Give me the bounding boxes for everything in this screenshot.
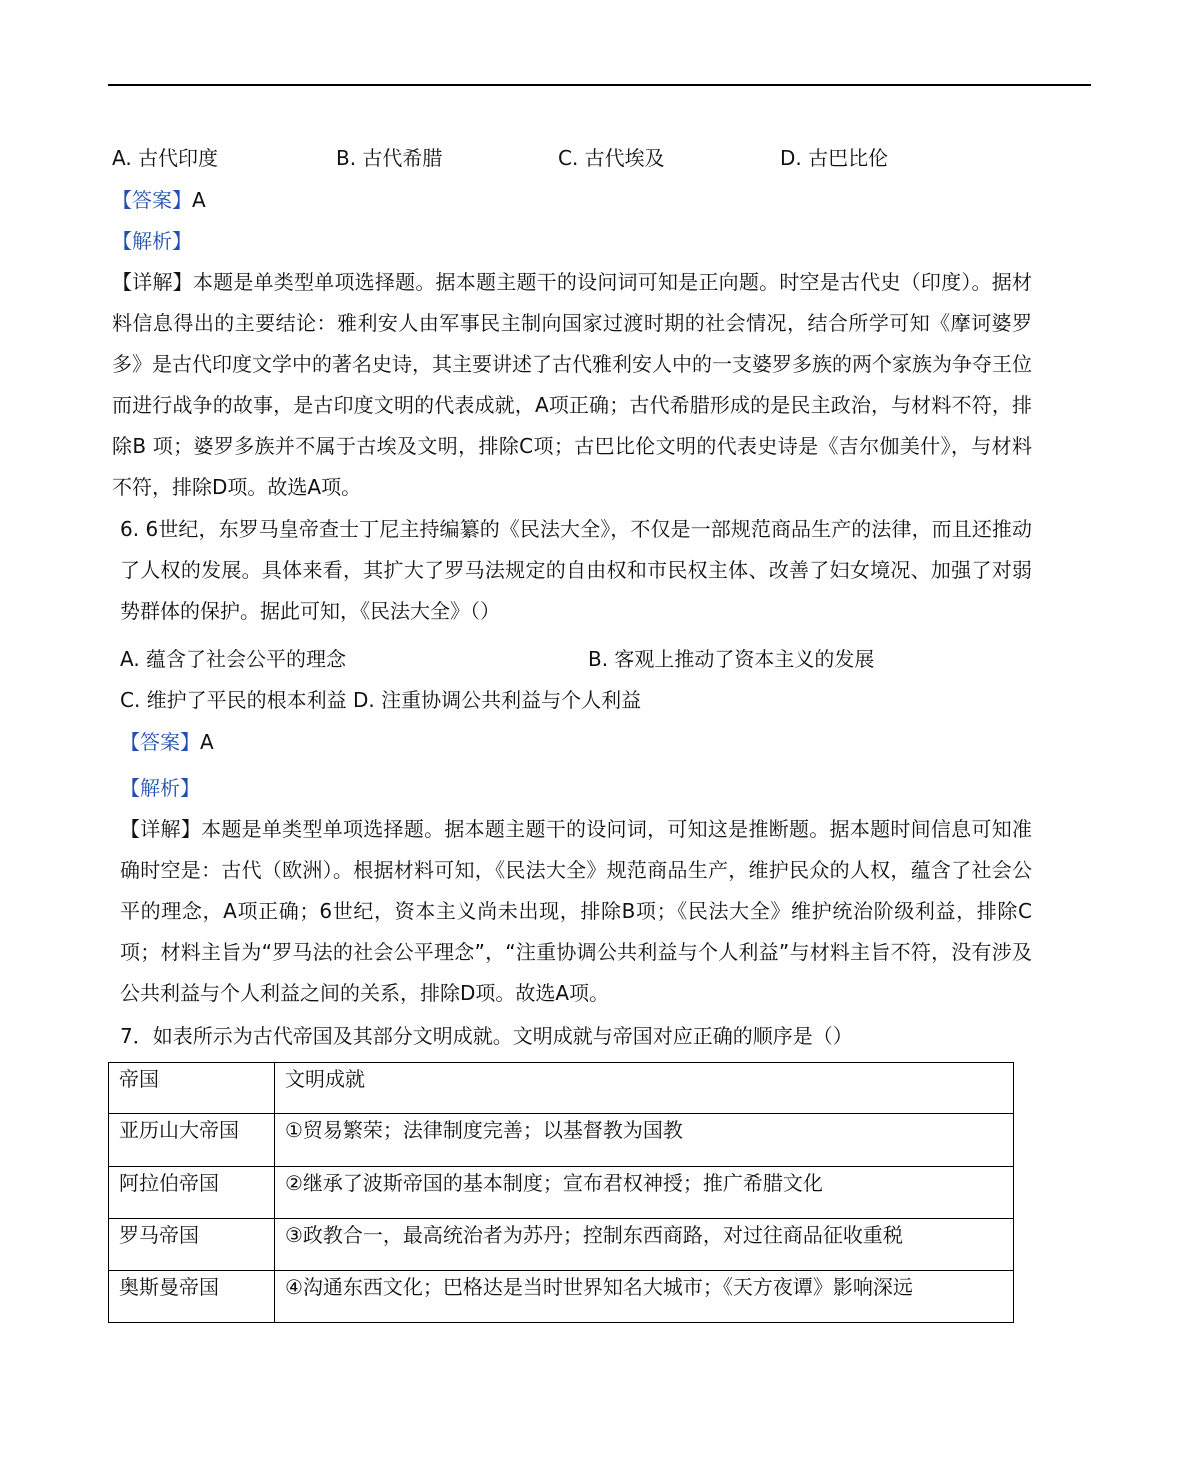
table-header-empire: 帝国 [109,1063,275,1114]
table-row [109,1167,1014,1219]
q5-option-d: D. 古巴比伦 [780,146,889,170]
q6-answer [120,728,214,756]
table-row [109,1271,1014,1323]
table-cell-empire: 亚历山大帝国 [109,1114,275,1167]
empire-table [108,1062,1014,1323]
table-cell-achievement: ④沟通东西文化；巴格达是当时世界知名大城市；《天方夜谭》影响深远 [275,1271,1014,1323]
table-row [109,1114,1014,1167]
q5-answer-value: A [192,188,206,212]
table-cell-achievement: ①贸易繁荣；法律制度完善；以基督教为国教 [275,1114,1014,1167]
q6-option-a: A. 蕴含了社会公平的理念 [120,647,347,671]
q6-option-b: B. 客观上推动了资本主义的发展 [588,647,875,671]
q5-answer-tag: 【答案】 [112,188,192,212]
table-cell-achievement: ③政教合一，最高统治者为苏丹；控制东西商路，对过往商品征收重税 [275,1219,1014,1271]
q7-stem: 7．如表所示为古代帝国及其部分文明成就。文明成就与帝国对应正确的顺序是（） [120,1024,853,1048]
q6-option-cd: C. 维护了平民的根本利益 D. 注重协调公共利益与个人利益 [120,688,642,712]
table-cell-empire: 阿拉伯帝国 [109,1167,275,1219]
q6-detail: 【详解】本题是单类型单项选择题。据本题主题干的设问词，可知这是推断题。据本题时间信息可知准确时空是：古代（欧洲）。根据材料可知，《民法大全》规范商品生产，维护民众的人权，蕴含了社会公平的理念，A项正确；6世纪，资本主义尚未出现，排除B项；《民法大全》维护统治阶级利益，排除C项；材料主旨为“罗马法的社会公平理念”，“注重协调公共利益与个人利益”与材料主旨不符，没有涉及公共利益与个人利益之间的关系，排除D项。故选A项。 [120,817,1032,1005]
table-cell-empire: 罗马帝国 [109,1219,275,1271]
table-header-row [109,1063,1014,1114]
header-rule [108,84,1091,86]
q6-analysis-tag: 【解析】 [120,776,200,800]
table-header-achievement: 文明成就 [275,1063,1014,1114]
q5-option-c: C. 古代埃及 [558,146,665,170]
q5-detail: 【详解】本题是单类型单项选择题。据本题主题干的设问词可知是正向题。时空是古代史（印度）。据材料信息得出的主要结论：雅利安人由军事民主制向国家过渡时期的社会情况，结合所学可知《摩诃婆罗多》是古代印度文学中的著名史诗，其主要讲述了古代雅利安人中的一支婆罗多族的两个家族为争夺王位而进行战争的故事，是古印度文明的代表成就，A项正确；古代希腊形成的是民主政治，与材料不符，排除B 项；婆罗多族并不属于古埃及文明，排除C项；古巴比伦文明的代表史诗是《吉尔伽美什》，与材料不符，排除D项。故选A项。 [112,270,1032,499]
q6-answer-value: A [200,730,214,754]
table-cell-achievement: ②继承了波斯帝国的基本制度；宣布君权神授；推广希腊文化 [275,1167,1014,1219]
q6-stem: 6. 6世纪，东罗马皇帝查士丁尼主持编纂的《民法大全》，不仅是一部规范商品生产的法律，而且还推动了人权的发展。具体来看，其扩大了罗马法规定的自由权和市民权主体、改善了妇女境况、加强了对弱势群体的保护。据此可知，《民法大全》（） [120,517,1032,623]
table-row [109,1219,1014,1271]
q5-option-a: A. 古代印度 [112,146,219,170]
q5-analysis-tag: 【解析】 [112,229,192,253]
q5-option-b: B. 古代希腊 [336,146,443,170]
table-cell-empire: 奥斯曼帝国 [109,1271,275,1323]
q6-answer-tag: 【答案】 [120,730,200,754]
q5-answer [112,186,206,214]
